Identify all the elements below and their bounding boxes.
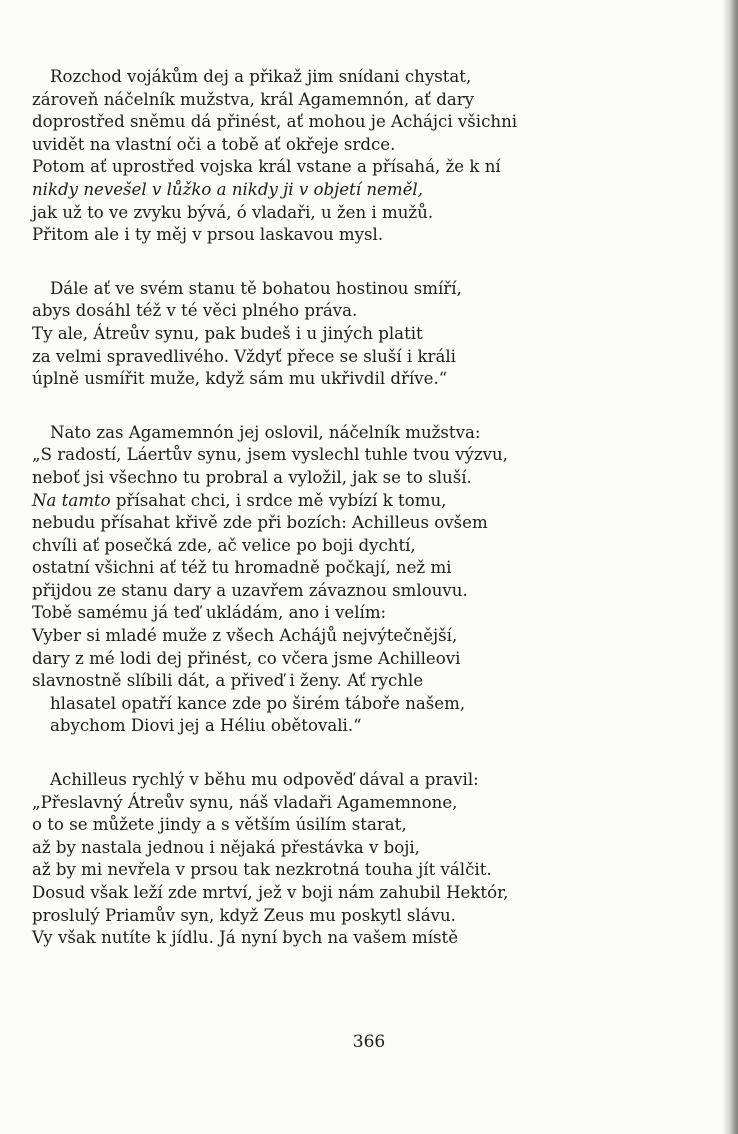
text-line: Dále ať ve svém stanu tě bohatou hostinou smíří, bbox=[50, 278, 462, 298]
text-line: Vyber si mladé muže z všech Achájů nejvýtečnější, bbox=[32, 626, 458, 646]
text-line: až by nastala jednou i nějaká přestávka v boji, bbox=[32, 837, 420, 857]
poem-text bbox=[32, 66, 592, 981]
text-line: zároveň náčelník mužstva, král Agamemnón, ať dary bbox=[32, 89, 475, 109]
text-line: Nato zas Agamemnón jej oslovil, náčelník mužstva: bbox=[50, 422, 481, 442]
text-line: proslulý Priamův syn, když Zeus mu poskytl slávu. bbox=[32, 905, 456, 925]
stanza bbox=[32, 769, 592, 950]
text-line: slavnostně slíbili dát, a přiveď i ženy. Ať rychle bbox=[32, 671, 424, 691]
text-line: hlasatel opatří kance zde po širém táboře našem, bbox=[50, 693, 466, 713]
text-line: „Přeslavný Átreův synu, náš vladaři Agamemnone, bbox=[32, 792, 458, 812]
text-line: dary z mé lodi dej přinést, co včera jsme Achilleovi bbox=[32, 648, 461, 668]
text-line: Tobě samému já teď ukládám, ano i velím: bbox=[32, 603, 387, 623]
text-line: uvidět na vlastní oči a tobě ať okřeje srdce. bbox=[32, 134, 396, 154]
text-line: za velmi spravedlivého. Vždyť přece se sluší i králi bbox=[32, 346, 456, 366]
page-number: 366 bbox=[352, 1032, 386, 1052]
text-line: úplně usmířit muže, když sám mu ukřivdil dříve.“ bbox=[32, 369, 448, 389]
text-line bbox=[32, 490, 592, 513]
line-rest: přísahat chci, i srdce mě vybízí k tomu, bbox=[110, 490, 447, 510]
text-line: abys dosáhl též v té věci plného práva. bbox=[32, 301, 358, 321]
text-line: neboť jsi všechno tu probral a vyložil, jak se to sluší. bbox=[32, 467, 472, 487]
text-line: o to se můžete jindy a s větším úsilím starat, bbox=[32, 815, 407, 835]
stanza bbox=[32, 66, 592, 247]
text-line: jak už to ve zvyku bývá, ó vladaři, u žen i mužů. bbox=[32, 202, 434, 222]
stanza bbox=[32, 278, 592, 391]
text-line: ostatní všichni ať též tu hromadně počkají, než mi bbox=[32, 558, 452, 578]
text-line: Rozchod vojákům dej a přikaž jim snídani chystat, bbox=[50, 67, 472, 86]
text-line: nebudu přísahat křivě zde při bozích: Achilleus ovšem bbox=[32, 513, 488, 533]
text-line: nikdy nevešel v lůžko a nikdy ji v objetí neměl, bbox=[32, 179, 423, 199]
text-line: přijdou ze stanu dary a uzavřem závaznou smlouvu. bbox=[32, 580, 468, 600]
page-edge-shadow bbox=[722, 0, 738, 1134]
text-line: Přitom ale i ty měj v prsou laskavou mysl. bbox=[32, 225, 384, 245]
text-line: „S radostí, Láertův synu, jsem vyslechl tuhle tvou výzvu, bbox=[32, 445, 508, 465]
text-line: Dosud však leží zde mrtví, jež v boji nám zahubil Hektór, bbox=[32, 883, 509, 902]
text-line: Achilleus rychlý v běhu mu odpověď dával a pravil: bbox=[50, 770, 479, 790]
text-line: chvíli ať posečká zde, ač velice po boji dychtí, bbox=[32, 535, 416, 555]
text-line: Ty ale, Átreův synu, pak budeš i u jiných platit bbox=[32, 323, 423, 343]
text-line: Potom ať uprostřed vojska král vstane a přísahá, že k ní bbox=[32, 157, 501, 177]
text-line: Vy však nutíte k jídlu. Já nyní bych na vašem místě bbox=[32, 928, 459, 948]
text-line: až by mi nevřela v prsou tak nezkrotná touha jít válčit. bbox=[32, 860, 492, 880]
stanza bbox=[32, 422, 592, 738]
text-line: abychom Diovi jej a Héliu obětovali.“ bbox=[50, 716, 362, 736]
italic-phrase: Na tamto bbox=[32, 490, 111, 510]
text-line: doprostřed sněmu dá přinést, ať mohou je Achájci všichni bbox=[32, 112, 518, 132]
